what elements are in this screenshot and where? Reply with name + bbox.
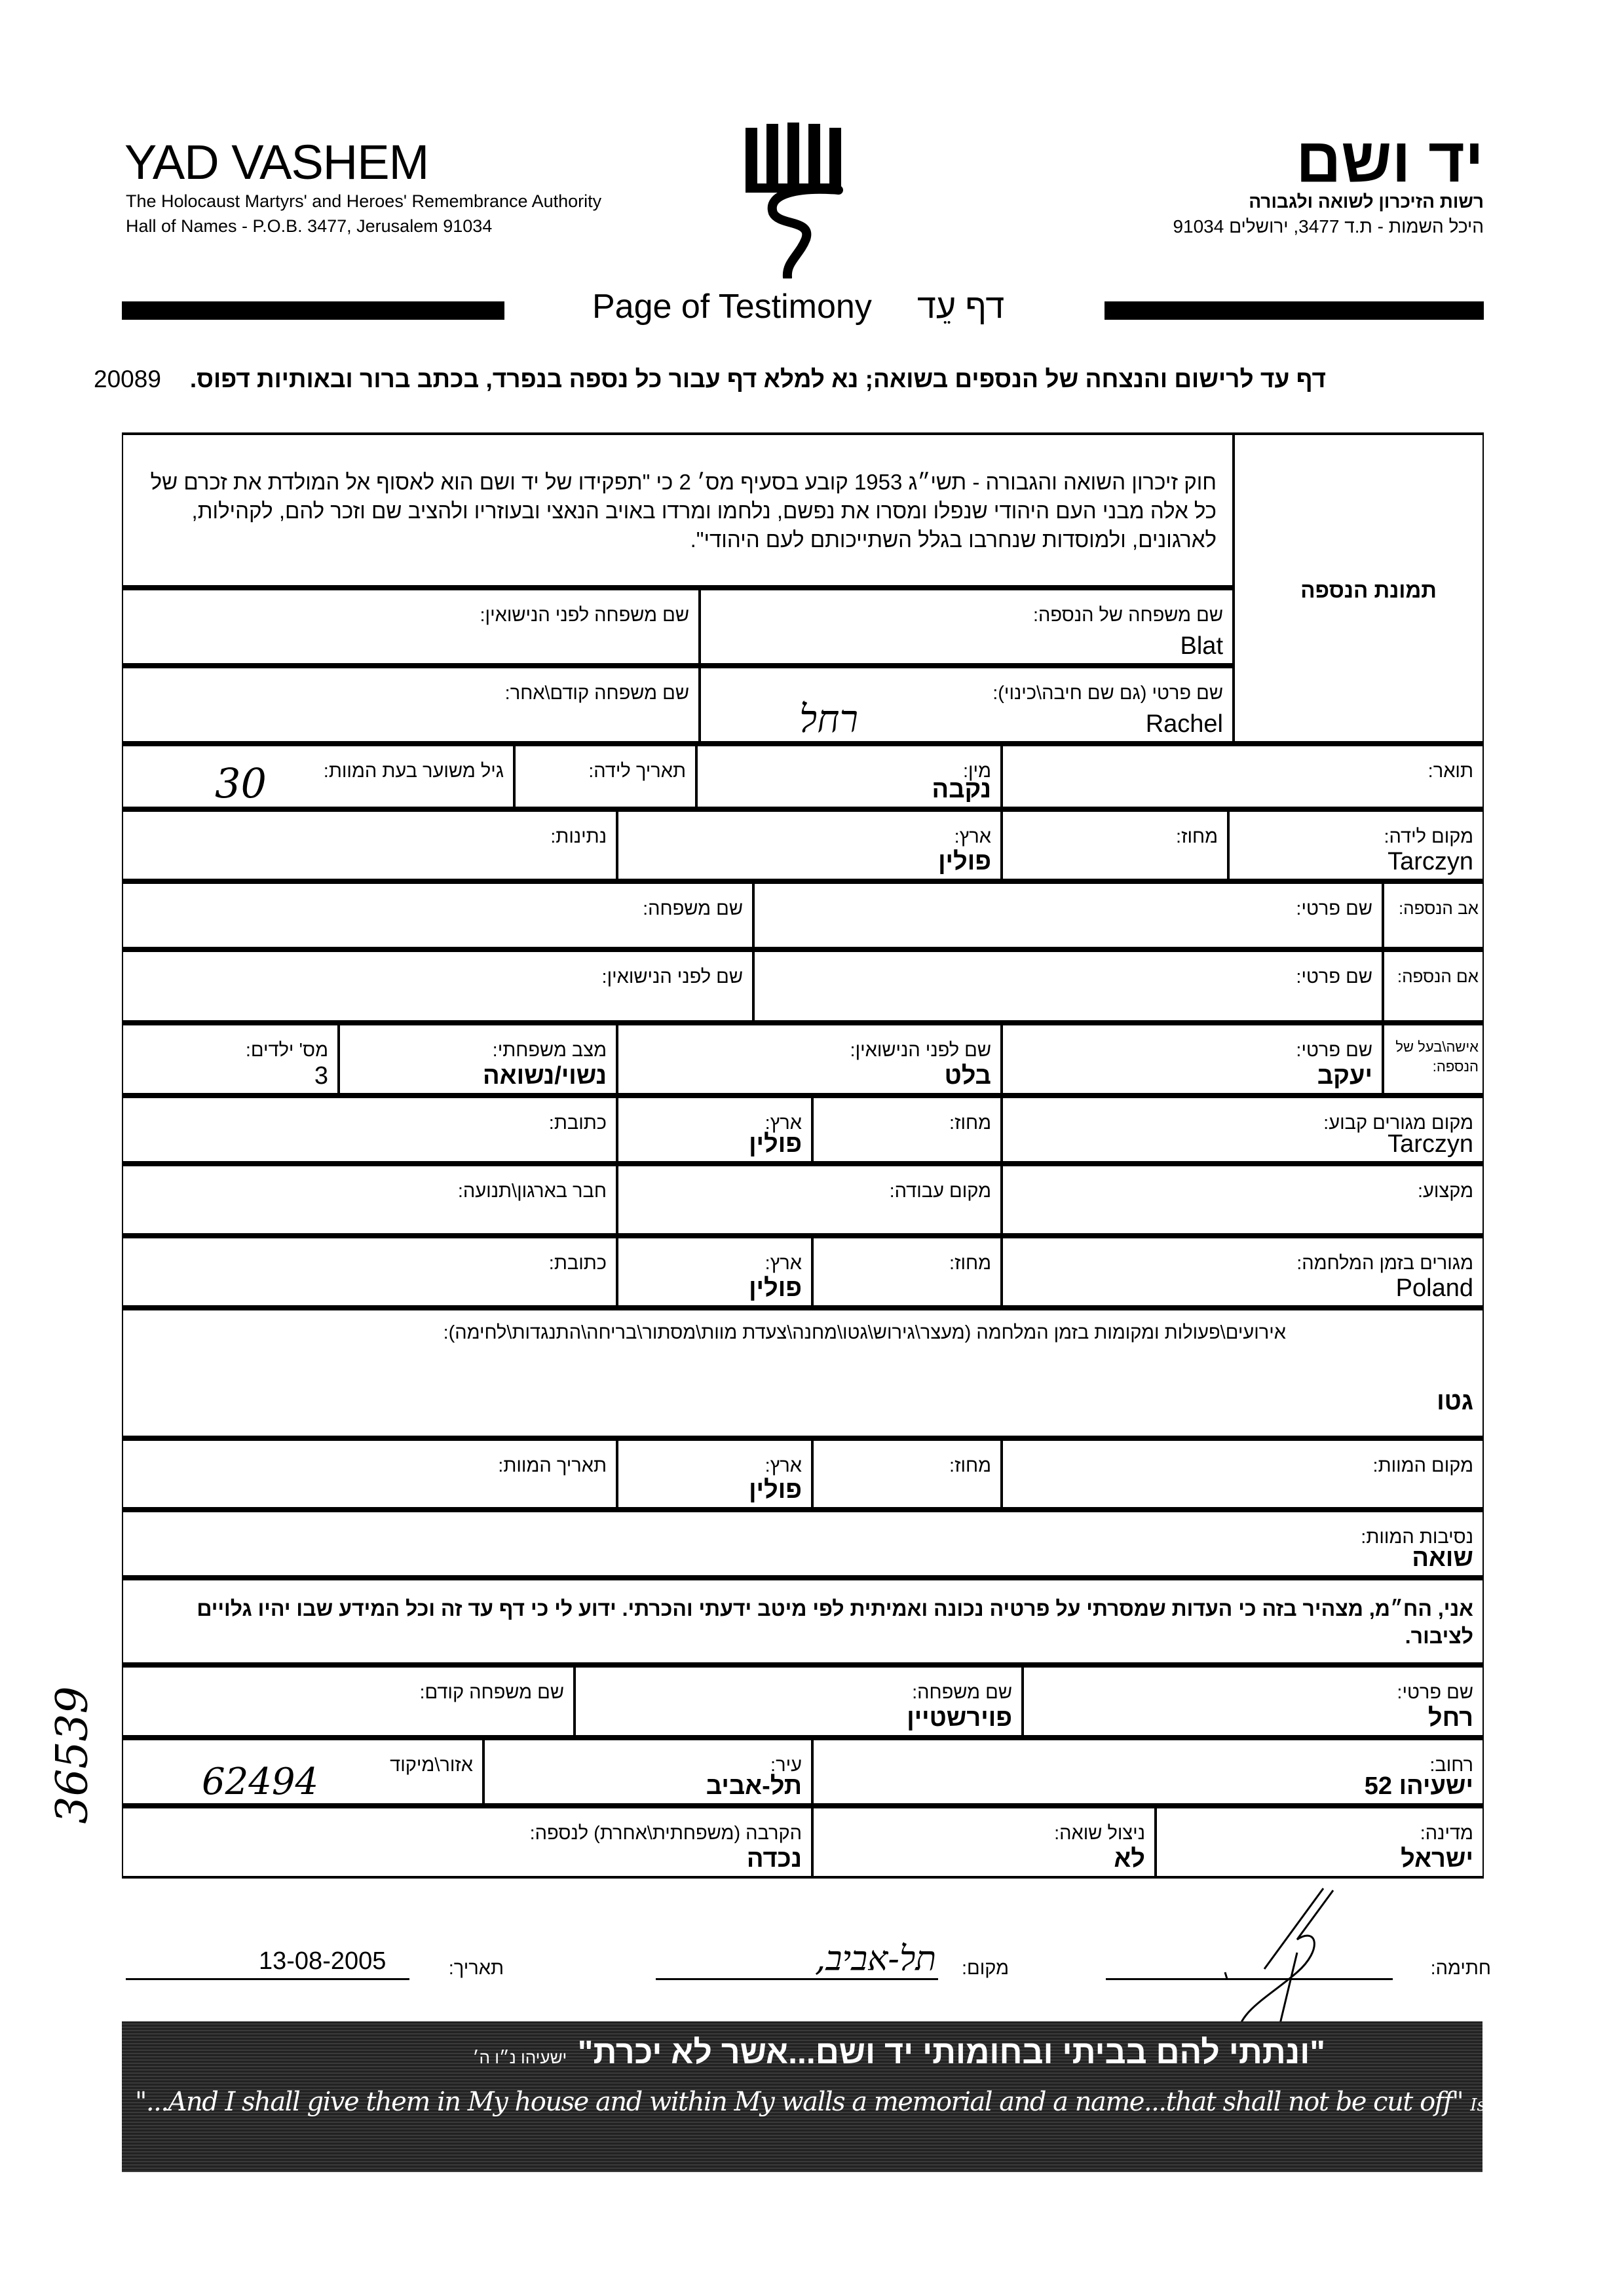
banner-english-quote: "...And I shall give them in My house and within My walls a memorial and a name...that shall not be cut off" [135,2087,1463,2117]
submitter-zip-field[interactable]: אזור\מיקוד 62494 [122,1738,483,1806]
death-place-field[interactable]: מקום המוות: [1002,1438,1484,1510]
death-district-field[interactable]: מחוז: [812,1438,1002,1510]
victim-birth-district-field[interactable]: מחוז: [1002,809,1228,881]
submitter-street-value: ישעיהו 52 [1364,1772,1473,1800]
victim-nationality-field[interactable]: נתינות: [122,809,617,881]
residence-country-value: פולין [749,1130,802,1158]
quote-banner [122,2021,1566,2172]
submitter-city-field[interactable]: עיר: תל-אביב [483,1738,812,1806]
father-section-label: אב הנספה: [1383,881,1484,949]
victim-gender-field[interactable]: מין: נקבה [696,744,1002,809]
banner-hebrew-reference: ישעיהו נ״ו ה׳ [472,2048,567,2067]
holocaust-survivor-value: לא [1114,1845,1145,1873]
submitter-first-name-value: רחל [1427,1704,1473,1732]
page-title-en: Page of Testimony [592,288,872,326]
en-title: YAD VASHEM [124,135,429,189]
he-title: יד ושם [1296,125,1484,195]
mother-maiden-name-field[interactable]: שם לפני הנישואין: [122,949,753,1023]
law-text-line: כל אלה מבני העם היהודי שנפלו ומסרו את נפשם, נלחמו ומרדו באויב הנאצי ובעוזריו ולהציב שם וזכר להם, לקהילות, [191,499,1217,523]
he-subtitle-authority: רשות הזיכרון לשואה ולגבורה [1249,191,1484,212]
father-surname-field[interactable]: שם משפחה: [122,881,753,949]
mother-section-label: אם הנספה: [1383,949,1484,1023]
declaration-text: אני, הח״מ, מצהיר בזה כי העדות שמסרתי על פרטיה נכונה ואמיתית לפי מיטב ידעתי והכרתי. ידוע לי כי דף עד זה וכל המידע שבו יהיו גלויים לציבור. [197,1597,1473,1648]
victim-previous-surname-field[interactable]: שם משפחה קודם\אחר: [122,666,700,744]
form-number: 20089 [94,366,161,392]
photo-label: תמונת הנספה [1300,578,1437,602]
en-subtitle-address: Hall of Names - P.O.B. 3477, Jerusalem 91034 [126,216,493,236]
signature-place-label: מקום: [961,1958,1009,1979]
workplace-field[interactable]: מקום עבודה: [617,1164,1002,1236]
permanent-residence-value: Tarczyn [1388,1130,1473,1158]
date-line [126,1978,409,1980]
page-title-he: דף עֵד [917,288,1005,326]
mother-first-name-field[interactable]: שם פרטי: [753,949,1383,1023]
signature-date-label: תאריך: [448,1958,504,1979]
victim-photo-box[interactable] [1234,432,1484,744]
title-bar-left [122,301,504,320]
victim-first-name-handwritten: רחל [799,697,858,741]
death-country-field[interactable]: ארץ: פולין [617,1438,812,1510]
victim-title-field[interactable]: תואר: [1002,744,1484,809]
submitter-surname-value: פוירשטיין [907,1704,1012,1732]
signature-place-value[interactable]: תל-אביב, [814,1939,936,1979]
banner-english-reference: Isaiah 56:5 [1470,2095,1566,2115]
victim-birthdate-field[interactable]: תאריך לידה: [514,744,696,809]
wartime-events-field[interactable]: אירועים\פעולות ומקומות בזמן המלחמה (מעצר\גירוש\גטו\מחנה\צעדת מוות\מסתור\בריחה\התנגדות\לחימה): גטו [122,1308,1484,1438]
submitter-zip-value: 62494 [202,1761,319,1803]
victim-gender-value: נקבה [932,776,991,803]
submitter-surname-field[interactable]: שם משפחה: פוירשטיין [575,1665,1023,1738]
wartime-address-field[interactable]: כתובת: [122,1236,617,1308]
wartime-residence-field[interactable]: מגורים בזמן המלחמה: Poland [1002,1236,1484,1308]
submitter-country-field[interactable]: מדינה: ישראל [1156,1806,1484,1879]
wartime-events-value: גטו [1437,1388,1473,1415]
children-count-value: 3 [314,1062,328,1090]
side-reference-number: 36539 [47,1686,98,1824]
organization-member-field[interactable]: חבר בארגון\תנועה: [122,1164,617,1236]
instruction-text: דף עד לרישום והנצחה של הנספים בשואה; נא למלא דף עבור כל נספה בנפרד, בכתב ברור ובאותיות דפוס. [189,366,1326,392]
wartime-residence-value: Poland [1395,1274,1473,1302]
spouse-section-label: אישה\בעל של הנספה: [1383,1023,1484,1096]
submitter-country-value: ישראל [1401,1845,1473,1873]
instruction-row [94,366,1326,393]
victim-first-name-field[interactable]: שם פרטי (גם שם חיבה\כינוי): Rachel רחל [700,666,1234,744]
victim-age-field[interactable]: גיל משוער בעת המוות: 30 [122,744,514,809]
yad-vashem-logo [740,121,852,278]
death-circumstances-field[interactable]: נסיבות המוות: שואה [122,1510,1484,1578]
victim-surname-value: Blat [1180,632,1223,660]
death-country-value: פולין [749,1476,802,1504]
handwritten-signature[interactable] [1166,1887,1363,2038]
residence-district-field[interactable]: מחוז: [812,1096,1002,1164]
death-circumstances-value: שואה [1412,1544,1473,1572]
submitter-city-value: תל-אביב [706,1772,802,1800]
permanent-residence-field[interactable]: מקום מגורים קבוע: Tarczyn [1002,1096,1484,1164]
wartime-district-field[interactable]: מחוז: [812,1236,1002,1308]
victim-birth-country-field[interactable]: ארץ: פולין [617,809,1002,881]
signature-label: חתימה: [1430,1958,1491,1979]
relation-to-victim-field[interactable]: הקרבה (משפחתית\אחרת) לנספה: נכדה [122,1806,812,1879]
victim-first-name-value: Rachel [1145,710,1223,738]
holocaust-survivor-field[interactable]: ניצול שואה: לא [812,1806,1156,1879]
submitter-first-name-field[interactable]: שם פרטי: רחל [1023,1665,1484,1738]
victim-birth-country-value: פולין [938,848,991,875]
marital-status-field[interactable]: מצב משפחתי: נשוי/נשואה [339,1023,617,1096]
submitter-street-field[interactable]: רחוב: ישעיהו 52 [812,1738,1484,1806]
en-subtitle-authority: The Holocaust Martyrs' and Heroes' Remembrance Authority [126,191,602,211]
death-date-field[interactable]: תאריך המוות: [122,1438,617,1510]
relation-to-victim-value: נכדה [746,1845,802,1873]
wartime-country-value: פולין [749,1274,802,1302]
wartime-country-field[interactable]: ארץ: פולין [617,1236,812,1308]
law-text-box [122,432,1234,588]
spouse-first-name-value: יעקב [1317,1062,1372,1090]
signature-date-value[interactable]: 13-08-2005 [259,1947,387,1975]
residence-country-field[interactable]: ארץ: פולין [617,1096,812,1164]
declaration-box [122,1578,1484,1665]
father-first-name-field[interactable]: שם פרטי: [753,881,1383,949]
law-text-line: חוק זיכרון השואה והגבורה - תשי״ג 1953 קובע בסעיף מס׳ 2 כי "תפקידו של יד ושם הוא לאסוף אל המולדת את זכרם של [150,470,1217,494]
spouse-maiden-name-field[interactable]: שם לפני הנישואין: בלט [617,1023,1002,1096]
victim-maiden-name-field[interactable]: שם משפחה לפני הנישואין: [122,588,700,666]
law-text-line: לארגונים, ולמוסדות שנחרבו בגלל השתייכותם לעם היהודי". [690,527,1217,552]
he-subtitle-address: היכל השמות - ת.ד 3477, ירושלים 91034 [1173,216,1484,237]
submitter-previous-surname-field[interactable]: שם משפחה קודם: [122,1665,575,1738]
profession-field[interactable]: מקצוע: [1002,1164,1484,1236]
banner-hebrew-quote: "ונתתי להם בביתי ובחומותי יד ושם...אשר לא יכרת" [577,2034,1325,2071]
children-count-field[interactable]: מס' ילדים: 3 [122,1023,339,1096]
victim-surname-field[interactable]: שם משפחה של הנספה: Blat [700,588,1234,666]
title-bar-right [1105,301,1484,320]
spouse-maiden-name-value: בלט [944,1062,991,1090]
victim-age-value: 30 [215,759,267,807]
victim-birthplace-field[interactable]: מקום לידה: Tarczyn [1228,809,1484,881]
marital-status-value: נשוי/נשואה [483,1062,607,1090]
spouse-first-name-field[interactable]: שם פרטי: יעקב [1002,1023,1383,1096]
residence-address-field[interactable]: כתובת: [122,1096,617,1164]
victim-birthplace-value: Tarczyn [1388,848,1473,875]
